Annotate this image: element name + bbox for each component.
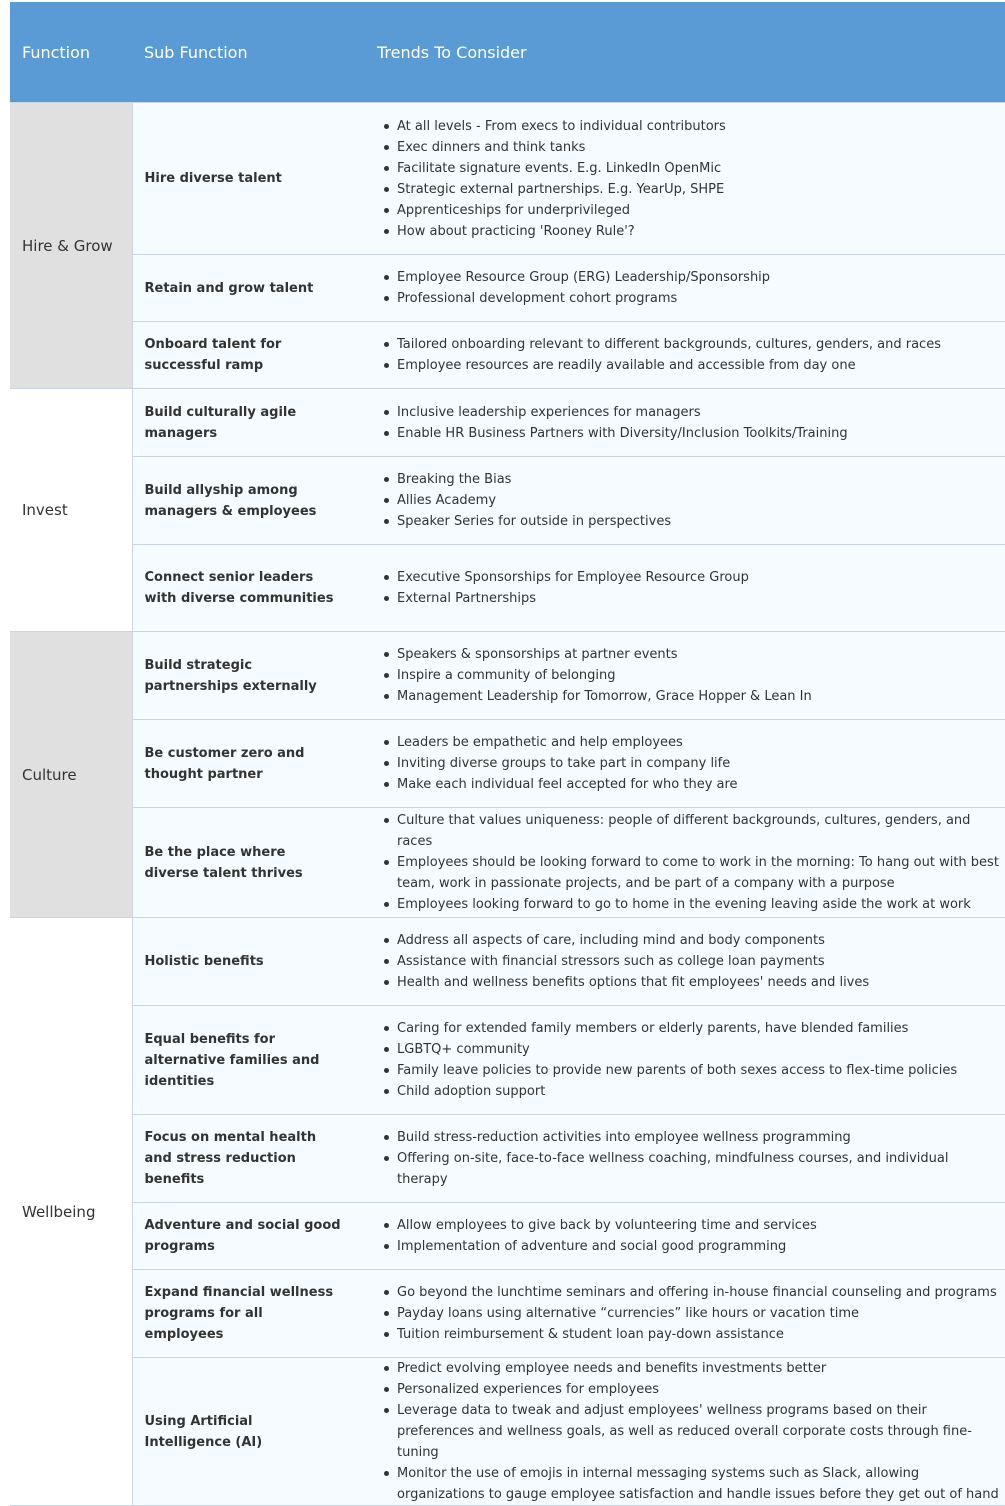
trends-cell bbox=[355, 1115, 1005, 1203]
sub-function-cell: Onboard talent for successful ramp bbox=[132, 322, 355, 389]
function-group bbox=[10, 103, 1005, 389]
trend-item: Predict evolving employee needs and benefits investments better bbox=[397, 1358, 999, 1379]
table-row bbox=[10, 1270, 1005, 1358]
trends-cell bbox=[355, 720, 1005, 808]
trend-item: Inclusive leadership experiences for managers bbox=[397, 402, 999, 423]
trend-item: LGBTQ+ community bbox=[397, 1039, 999, 1060]
trends-list bbox=[377, 116, 999, 242]
trend-item: Enable HR Business Partners with Diversity/Inclusion Toolkits/Training bbox=[397, 423, 999, 444]
function-cell: Hire & Grow bbox=[10, 103, 132, 389]
sub-function-cell: Be the place where diverse talent thrives bbox=[132, 808, 355, 918]
trend-item: Make each individual feel accepted for who they are bbox=[397, 774, 999, 795]
trend-item: Speaker Series for outside in perspectives bbox=[397, 511, 999, 532]
trends-list bbox=[377, 402, 999, 444]
header-trends: Trends To Consider bbox=[355, 2, 1005, 103]
trend-item: Breaking the Bias bbox=[397, 469, 999, 490]
trend-item: Management Leadership for Tomorrow, Grace Hopper & Lean In bbox=[397, 686, 999, 707]
function-cell: Culture bbox=[10, 632, 132, 918]
trend-item: Strategic external partnerships. E.g. YearUp, SHPE bbox=[397, 179, 999, 200]
table-header bbox=[10, 2, 1005, 103]
trend-item: Inviting diverse groups to take part in company life bbox=[397, 753, 999, 774]
trends-cell bbox=[355, 389, 1005, 457]
trend-item: Apprenticeships for underprivileged bbox=[397, 200, 999, 221]
trend-item: Tuition reimbursement & student loan pay-down assistance bbox=[397, 1324, 999, 1345]
trends-cell bbox=[355, 1203, 1005, 1270]
trend-item: Employee Resource Group (ERG) Leadership/Sponsorship bbox=[397, 267, 999, 288]
trend-item: Address all aspects of care, including mind and body components bbox=[397, 930, 999, 951]
trends-list bbox=[377, 1358, 999, 1505]
table-row bbox=[10, 1358, 1005, 1506]
trends-cell bbox=[355, 457, 1005, 545]
table-row bbox=[10, 1006, 1005, 1115]
sub-function-cell: Hire diverse talent bbox=[132, 103, 355, 255]
trend-item: Employees looking forward to go to home in the evening leaving aside the work at work bbox=[397, 894, 999, 915]
trends-list bbox=[377, 1018, 999, 1102]
trend-item: At all levels - From execs to individual contributors bbox=[397, 116, 999, 137]
trend-item: Tailored onboarding relevant to different backgrounds, cultures, genders, and races bbox=[397, 334, 999, 355]
sub-function-cell: Expand financial wellness programs for all employees bbox=[132, 1270, 355, 1358]
table-row bbox=[10, 457, 1005, 545]
trends-list bbox=[377, 567, 999, 609]
sub-function-cell: Holistic benefits bbox=[132, 918, 355, 1006]
table-row bbox=[10, 545, 1005, 632]
sub-function-cell: Using Artificial Intelligence (AI) bbox=[132, 1358, 355, 1506]
trend-item: Assistance with financial stressors such as college loan payments bbox=[397, 951, 999, 972]
header-sub-function: Sub Function bbox=[132, 2, 355, 103]
trends-table bbox=[10, 2, 1005, 1506]
trends-list bbox=[377, 1127, 999, 1190]
sub-function-cell: Build allyship among managers & employees bbox=[132, 457, 355, 545]
trend-item: Go beyond the lunchtime seminars and offering in-house financial counseling and programs bbox=[397, 1282, 999, 1303]
trend-item: Personalized experiences for employees bbox=[397, 1379, 999, 1400]
trend-item: Employees should be looking forward to come to work in the morning: To hang out with best team, work in passionate projects, and be part of a company with a purpose bbox=[397, 852, 999, 894]
table-row bbox=[10, 389, 1005, 457]
trend-item: Child adoption support bbox=[397, 1081, 999, 1102]
trends-list bbox=[377, 732, 999, 795]
trend-item: Allies Academy bbox=[397, 490, 999, 511]
table-row bbox=[10, 255, 1005, 322]
trend-item: Build stress-reduction activities into employee wellness programming bbox=[397, 1127, 999, 1148]
sub-function-cell: Connect senior leaders with diverse communities bbox=[132, 545, 355, 632]
trend-item: Executive Sponsorships for Employee Resource Group bbox=[397, 567, 999, 588]
table-row bbox=[10, 808, 1005, 918]
table-row bbox=[10, 632, 1005, 720]
trend-item: Allow employees to give back by volunteering time and services bbox=[397, 1215, 999, 1236]
trend-item: Health and wellness benefits options that fit employees' needs and lives bbox=[397, 972, 999, 993]
trends-cell bbox=[355, 918, 1005, 1006]
trends-list bbox=[377, 469, 999, 532]
header-function: Function bbox=[10, 2, 132, 103]
trends-cell bbox=[355, 545, 1005, 632]
trend-item: Payday loans using alternative “currencies” like hours or vacation time bbox=[397, 1303, 999, 1324]
trend-item: Leaders be empathetic and help employees bbox=[397, 732, 999, 753]
function-cell: Wellbeing bbox=[10, 918, 132, 1506]
trends-cell bbox=[355, 1358, 1005, 1506]
trend-item: Inspire a community of belonging bbox=[397, 665, 999, 686]
trends-list bbox=[377, 267, 999, 309]
table-row bbox=[10, 322, 1005, 389]
trends-cell bbox=[355, 1270, 1005, 1358]
function-group bbox=[10, 632, 1005, 918]
trend-item: Exec dinners and think tanks bbox=[397, 137, 999, 158]
trends-cell bbox=[355, 103, 1005, 255]
table-row bbox=[10, 720, 1005, 808]
trend-item: External Partnerships bbox=[397, 588, 999, 609]
trend-item: Family leave policies to provide new parents of both sexes access to flex-time policies bbox=[397, 1060, 999, 1081]
sub-function-cell: Focus on mental health and stress reduction benefits bbox=[132, 1115, 355, 1203]
sub-function-cell: Adventure and social good programs bbox=[132, 1203, 355, 1270]
trends-cell bbox=[355, 632, 1005, 720]
function-group bbox=[10, 918, 1005, 1506]
sub-function-cell: Be customer zero and thought partner bbox=[132, 720, 355, 808]
trend-item: Caring for extended family members or elderly parents, have blended families bbox=[397, 1018, 999, 1039]
trend-item: Offering on-site, face-to-face wellness coaching, mindfulness courses, and individual therapy bbox=[397, 1148, 999, 1190]
trend-item: Leverage data to tweak and adjust employees' wellness programs based on their preferences and wellness goals, as well as reduced overall corporate costs through fine-tuning bbox=[397, 1400, 999, 1463]
sub-function-cell: Equal benefits for alternative families and identities bbox=[132, 1006, 355, 1115]
trend-item: Culture that values uniqueness: people of different backgrounds, cultures, genders, and races bbox=[397, 810, 999, 852]
function-group bbox=[10, 389, 1005, 632]
sub-function-cell: Build culturally agile managers bbox=[132, 389, 355, 457]
trends-cell bbox=[355, 808, 1005, 918]
table-row bbox=[10, 103, 1005, 255]
trend-item: Employee resources are readily available and accessible from day one bbox=[397, 355, 999, 376]
trends-list bbox=[377, 1282, 999, 1345]
trend-item: Speakers & sponsorships at partner events bbox=[397, 644, 999, 665]
sub-function-cell: Retain and grow talent bbox=[132, 255, 355, 322]
trend-item: Monitor the use of emojis in internal messaging systems such as Slack, allowing organizations to gauge employee satisfaction and handle issues before they get out of hand bbox=[397, 1463, 999, 1505]
trends-list bbox=[377, 810, 999, 915]
trends-cell bbox=[355, 322, 1005, 389]
trends-cell bbox=[355, 255, 1005, 322]
trend-item: How about practicing 'Rooney Rule'? bbox=[397, 221, 999, 242]
table-row bbox=[10, 1115, 1005, 1203]
trends-list bbox=[377, 930, 999, 993]
trend-item: Facilitate signature events. E.g. LinkedIn OpenMic bbox=[397, 158, 999, 179]
trends-list bbox=[377, 1215, 999, 1257]
header-row bbox=[10, 2, 1005, 103]
function-cell: Invest bbox=[10, 389, 132, 632]
table-row bbox=[10, 1203, 1005, 1270]
trend-item: Implementation of adventure and social good programming bbox=[397, 1236, 999, 1257]
trends-cell bbox=[355, 1006, 1005, 1115]
sub-function-cell: Build strategic partnerships externally bbox=[132, 632, 355, 720]
trends-list bbox=[377, 644, 999, 707]
trend-item: Professional development cohort programs bbox=[397, 288, 999, 309]
table-row bbox=[10, 918, 1005, 1006]
trends-list bbox=[377, 334, 999, 376]
trends-table-container bbox=[10, 2, 1005, 1506]
